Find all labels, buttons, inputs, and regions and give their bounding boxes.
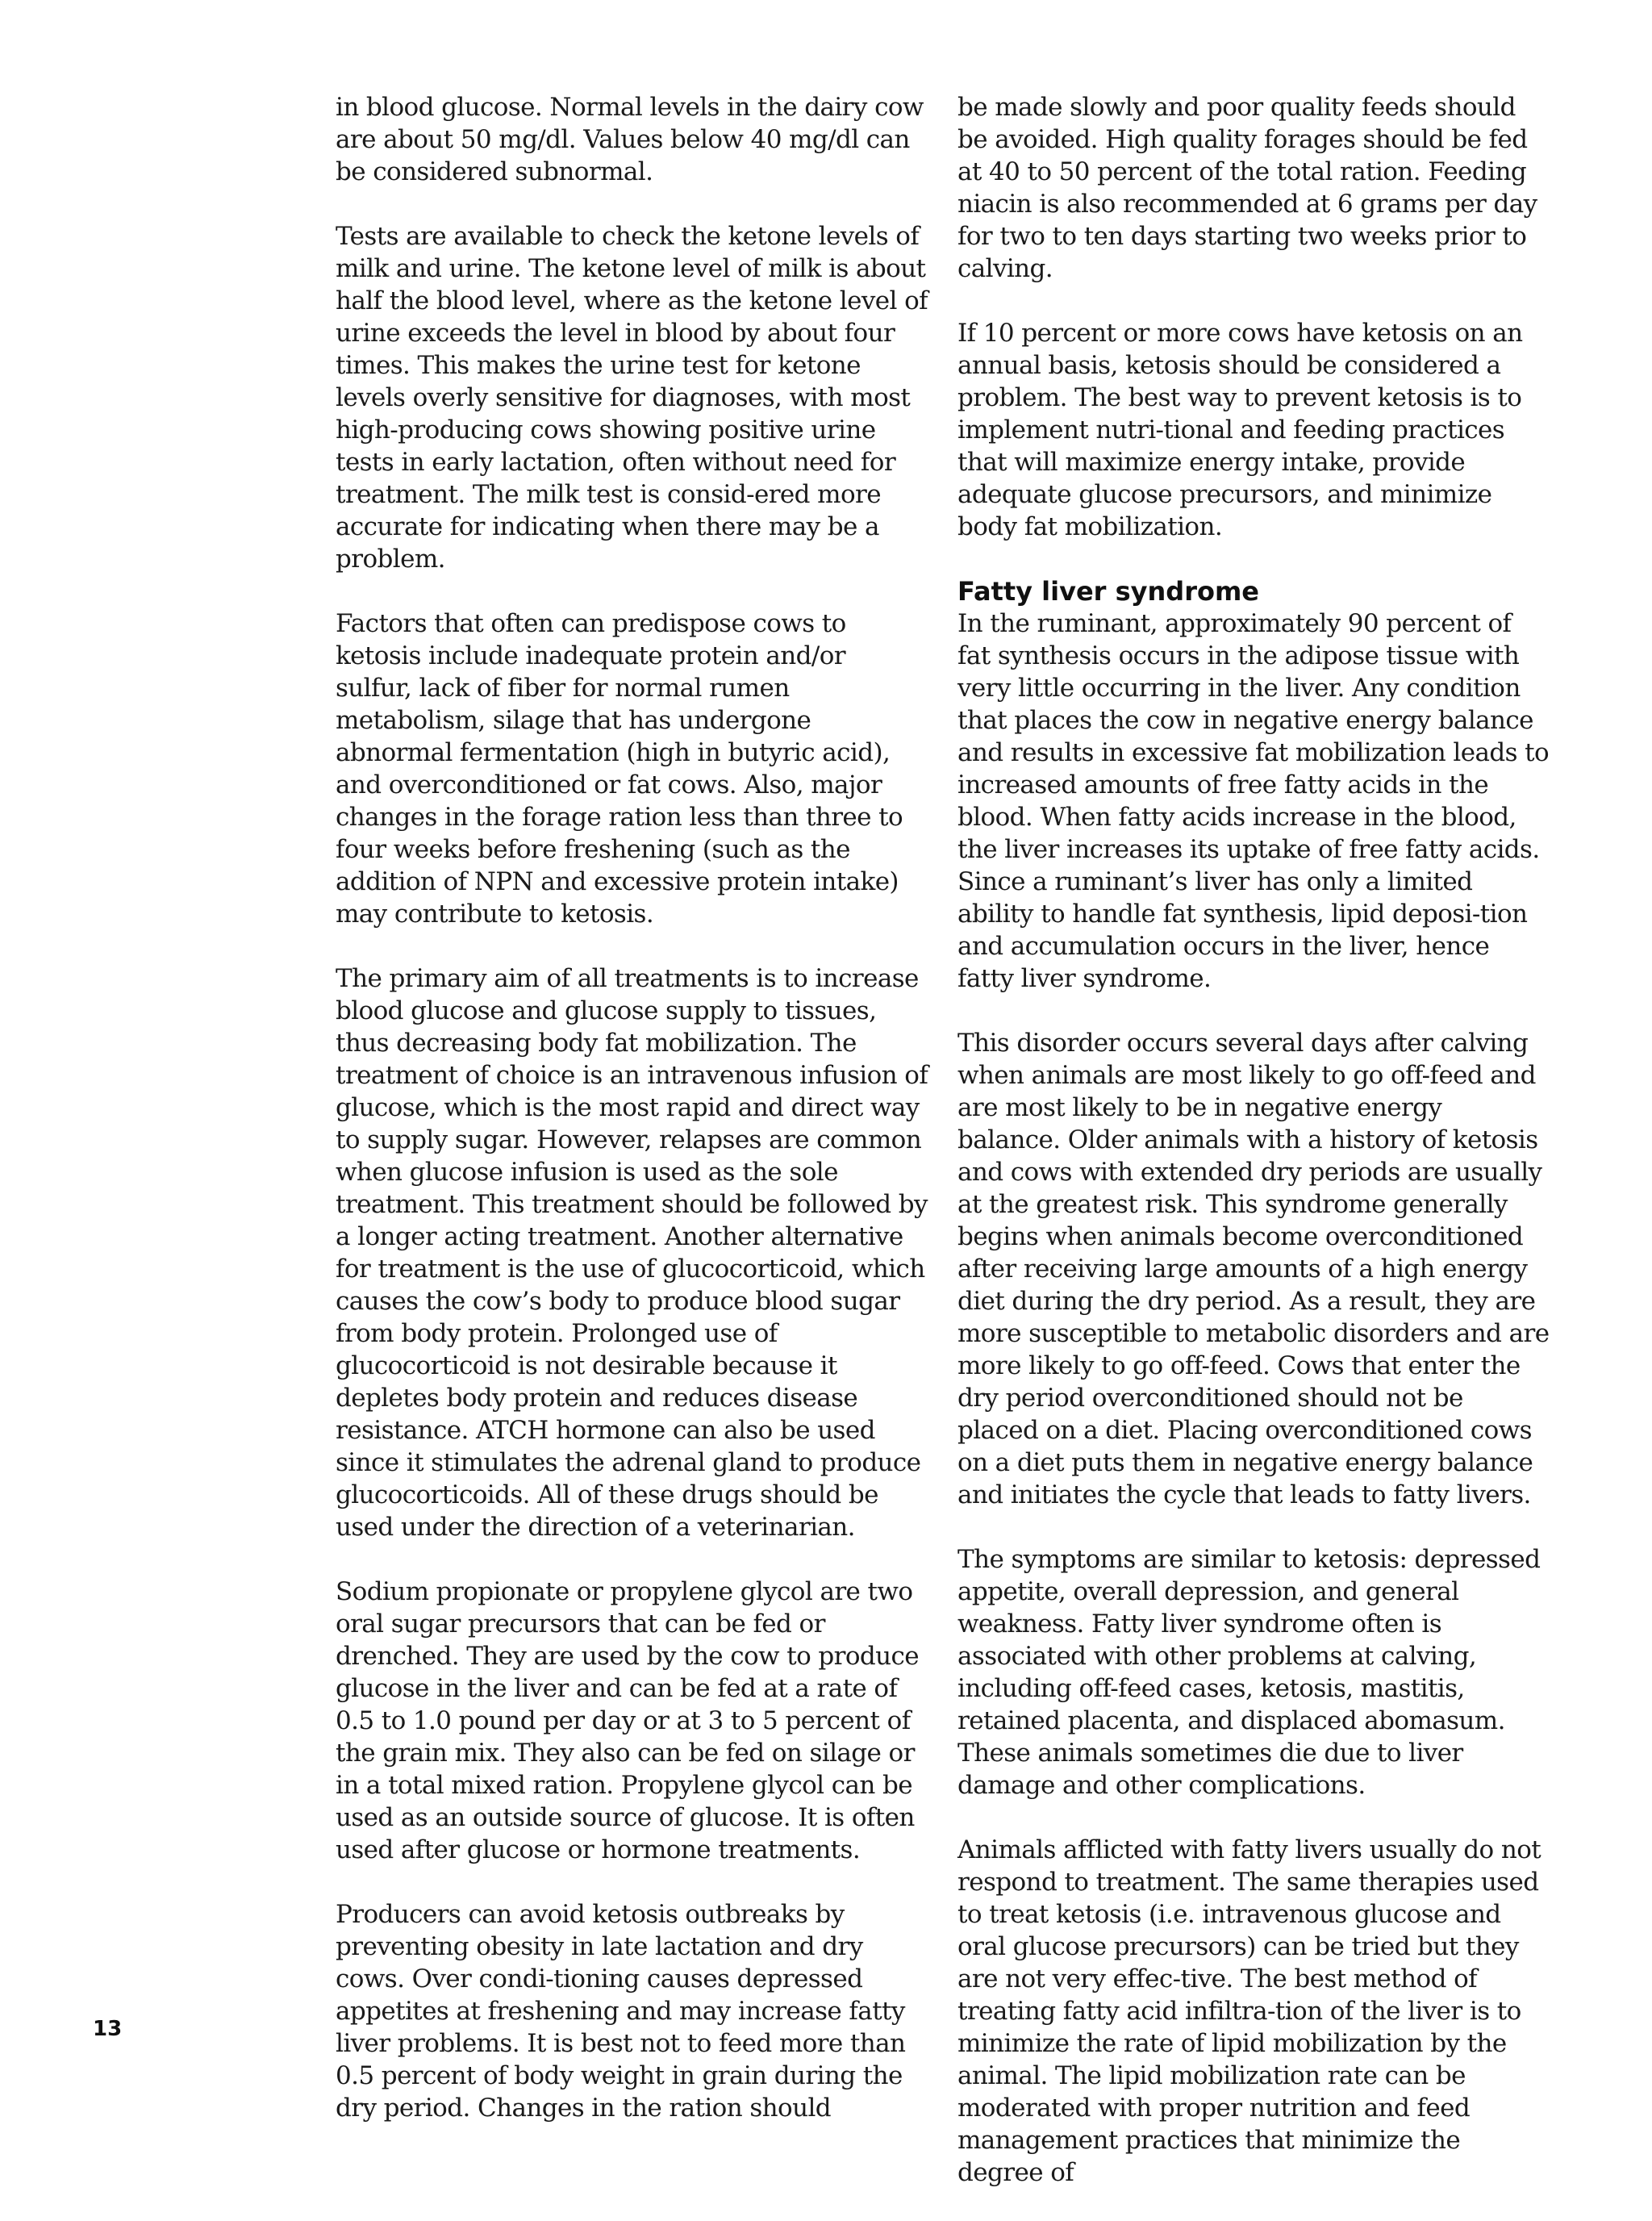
paragraph-treatment-response: Animals afflicted with fatty livers usually do not respond to treatment. The same therapies used to treat ketosis (i.e. intravenous glucose and oral glucose precursors) can be tried but they are not very effec-tive. The best method of treating fatty acid infiltra-tion of the liver is to minimize the rate of lipid mobilization by the animal. The lipid mobilization rate can be moderated with proper nutrition and feed management practices that minimize the degree of	[957, 1835, 1541, 2187]
paragraph-ration-changes: be made slowly and poor quality feeds should be avoided. High quality forages should be fed at 40 to 50 percent of the total ration. Feeding niacin is also recommended at 6 grams per day for two to ten days starting two weeks prior to calving.	[957, 93, 1537, 283]
paragraph-predisposing-factors: Factors that often can predispose cows to ketosis include inadequate protein and/or sulfur, lack of fiber for normal rumen metabolism, silage that has undergone abnormal fermentation (high in butyric acid), and overconditioned or fat cows. Also, major changes in the forage ration less than three to four weeks before freshening (such as the addition of NPN and excessive protein intake) may contribute to ketosis.	[336, 609, 903, 929]
paragraph-blood-glucose: in blood glucose. Normal levels in the dairy cow are about 50 mg/dl. Values below 40 mg/dl can be considered subnormal.	[336, 93, 924, 186]
paragraph-disorder-onset: This disorder occurs several days after calving when animals are most likely to go off-feed and are most likely to be in negative energy balance. Older animals with a history of ketosis and cows with extended dry periods are usually at the greatest risk. This syndrome generally begins when animals become overconditioned after receiving large amounts of a high energy diet during the dry period. As a result, they are more susceptible to metabolic disorders and are more likely to go off-feed. Cows that enter the dry period overconditioned should not be placed on a diet. Placing overconditioned cows on a diet puts them in negative energy balance and initiates the cycle that leads to fatty livers.	[957, 1029, 1550, 1509]
paragraph-symptoms: The symptoms are similar to ketosis: depressed appetite, overall depression, and general weakness. Fatty liver syndrome often is associated with other problems at calving, including off-feed cases, ketosis, mastitis, retained placenta, and displaced abomasum. These animals sometimes die due to liver damage and other complications.	[957, 1545, 1541, 1800]
right-column	[957, 91, 1550, 2221]
paragraph-treatment-aim: The primary aim of all treatments is to increase blood glucose and glucose supply to tissues, thus decreasing body fat mobilization. The treatment of choice is an intravenous infusion of glucose, which is the most rapid and direct way to supply sugar. However, relapses are common when glucose infusion is used as the sole treatment. This treatment should be followed by a longer acting treatment. Another alternative for treatment is the use of glucocorticoid, which causes the cow’s body to produce blood sugar from body protein. Prolonged use of glucocorticoid is not desirable because it depletes body protein and reduces disease resistance. ATCH hormone can also be used since it stimulates the adrenal gland to produce glucocorticoids. All of these drugs should be used under the direction of a veterinarian.	[336, 964, 928, 1542]
section-heading-fatty-liver: Fatty liver syndrome	[957, 576, 1259, 607]
paragraph-fat-synthesis: In the ruminant, approximately 90 percent of fat synthesis occurs in the adipose tissue with very little occurring in the liver. Any condition that places the cow in negative energy balance and results in excessive fat mobilization leads to increased amounts of free fatty acids in the blood. When fatty acids increase in the blood, the liver increases its uptake of free fatty acids. Since a ruminant’s liver has only a limited ability to handle fat synthesis, lipid deposi-tion and accumulation occurs in the liver, hence fatty liver syndrome.	[957, 609, 1550, 993]
paragraph-prevention: Producers can avoid ketosis outbreaks by preventing obesity in late lactation and dry cows. Over condi-tioning causes depressed appetites at freshening and may increase fatty liver problems. It is best not to feed more than 0.5 percent of body weight in grain during the dry period. Changes in the ration should	[336, 1900, 906, 2123]
paragraph-ketone-tests: Tests are available to check the ketone levels of milk and urine. The ketone level of milk is about half the blood level, where as the ketone level of urine exceeds the level in blood by about four times. This makes the urine test for ketone levels overly sensitive for diagnoses, with most high-producing cows showing positive urine tests in early lactation, often without need for treatment. The milk test is consid-ered more accurate for indicating when there may be a problem.	[336, 222, 928, 574]
page-number: 13	[93, 2017, 123, 2041]
paragraph-ketosis-problem-threshold: If 10 percent or more cows have ketosis on an annual basis, ketosis should be considered a problem. The best way to prevent ketosis is to implement nutri-tional and feeding practices that will maximize energy intake, provide adequate glucose precursors, and minimize body fat mobilization.	[957, 319, 1523, 541]
left-column	[336, 91, 928, 2156]
paragraph-oral-sugar-precursors: Sodium propionate or propylene glycol are two oral sugar precursors that can be fed or drenched. They are used by the cow to produce glucose in the liver and can be fed at a rate of 0.5 to 1.0 pound per day or at 3 to 5 percent of the grain mix. They also can be fed on silage or in a total mixed ration. Propylene glycol can be used as an outside source of glucose. It is often used after glucose or hormone treatments.	[336, 1577, 920, 1864]
